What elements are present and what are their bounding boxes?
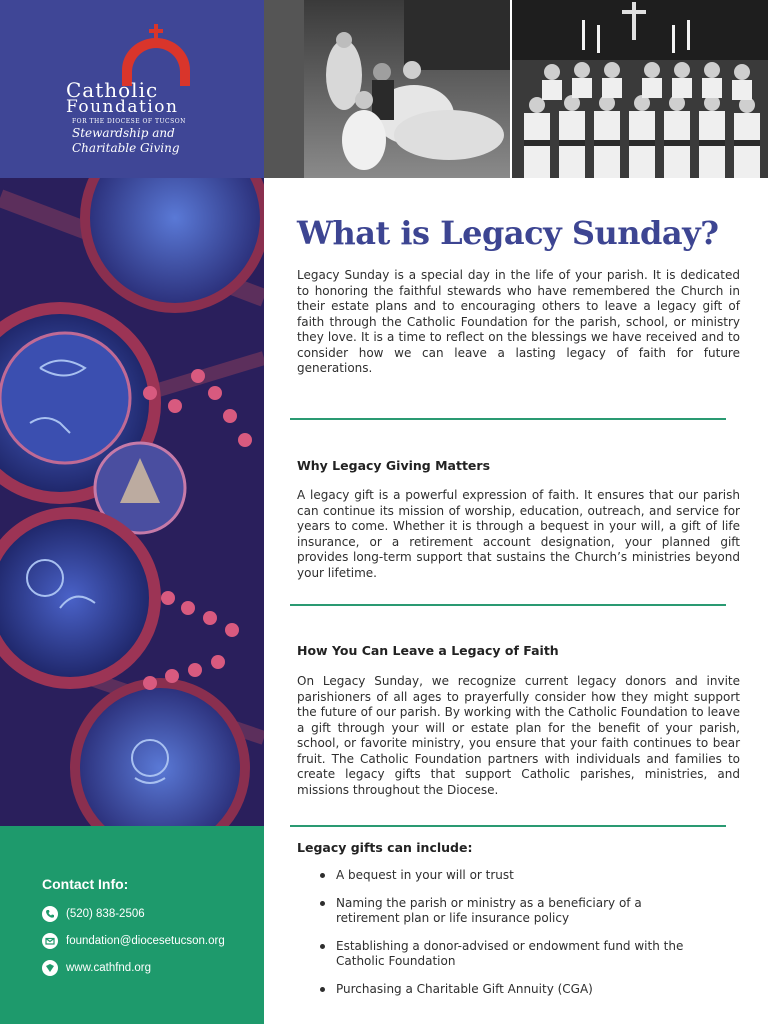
contact-email-row[interactable] [42, 933, 225, 949]
gifts-heading: Legacy gifts can include: [297, 840, 473, 855]
intro-paragraph: Legacy Sunday is a special day in the life of your parish. It is dedicated to honoring the faithful stewards who have remembered the Church in their estate plans and to encouraging others to leave a legacy gift of faith through the Catholic Foundation for the parish, school, or ministry they love. It is a time to reflect on the blessings we have received and to consider how we can leave a lasting legacy of faith for future generations. [297, 268, 740, 375]
stained-glass-window-image [0, 178, 264, 826]
list-item: A bequest in your will or trust [319, 868, 719, 883]
logo-name [66, 78, 202, 117]
why-legacy-heading: Why Legacy Giving Matters [297, 458, 491, 473]
logo-subtitle: FOR THE DIOCESE OF TUCSON [72, 118, 186, 125]
logo-name-line1: Catholic [66, 78, 159, 102]
list-item: Establishing a donor-advised or endowment fund with the Catholic Foundation [319, 939, 689, 969]
list-item: Naming the parish or ministry as a beneficiary of a retirement plan or life insurance policy [319, 896, 659, 926]
choir-photo [512, 0, 768, 178]
stained-glass-illustration [0, 178, 264, 826]
section-divider-1 [290, 418, 726, 420]
contact-website-row[interactable] [42, 960, 151, 976]
contact-website[interactable]: www.cathfnd.org [66, 962, 152, 974]
phone-icon [42, 906, 58, 922]
contact-phone[interactable]: (520) 838-2506 [66, 908, 145, 920]
logo-tagline-line1: Stewardship and [72, 126, 175, 140]
page-title: What is Legacy Sunday? [297, 214, 719, 252]
email-icon [42, 933, 58, 949]
contact-email[interactable]: foundation@diocesetucson.org [66, 935, 225, 947]
contact-block [0, 826, 264, 1024]
church-dome-logo-icon [116, 24, 196, 86]
list-item: Purchasing a Charitable Gift Annuity (CGA) [319, 982, 719, 997]
logo-name-line2: Foundation [66, 97, 179, 117]
section-divider-2 [290, 604, 726, 606]
contact-phone-row[interactable] [42, 906, 145, 922]
globe-icon [42, 960, 58, 976]
why-legacy-paragraph: A legacy gift is a powerful expression of faith. It ensures that our parish can continue its mission of worship, education, outreach, and service for years to come. Whether it is through a bequest in your will, a gift of life insurance, or a retirement account designation, your planned gift provides long-term support that sustains the Church’s ministries beyond your lifetime. [297, 488, 740, 580]
logo-tagline-line2: Charitable Giving [72, 141, 180, 155]
gifts-list [319, 868, 719, 1010]
how-legacy-heading: How You Can Leave a Legacy of Faith [297, 643, 559, 658]
wedding-photo [264, 0, 510, 178]
contact-title: Contact Info: [42, 876, 129, 892]
logo-block [0, 0, 264, 178]
logo-tagline [72, 126, 222, 156]
section-divider-3 [290, 825, 726, 827]
how-legacy-paragraph: On Legacy Sunday, we recognize current legacy donors and invite parishioners of all ages to prayerfully consider how they might support the future of our parish. By working with the Catholic Foundation to leave a gift through your will or estate plan for the benefit of your parish, school, or favorite ministry, you ensure that your faith continues to bear fruit. The Catholic Foundation partners with individuals and families to create legacy gifts that support Catholic parishes, ministries, and missions throughout the Diocese. [297, 674, 740, 797]
